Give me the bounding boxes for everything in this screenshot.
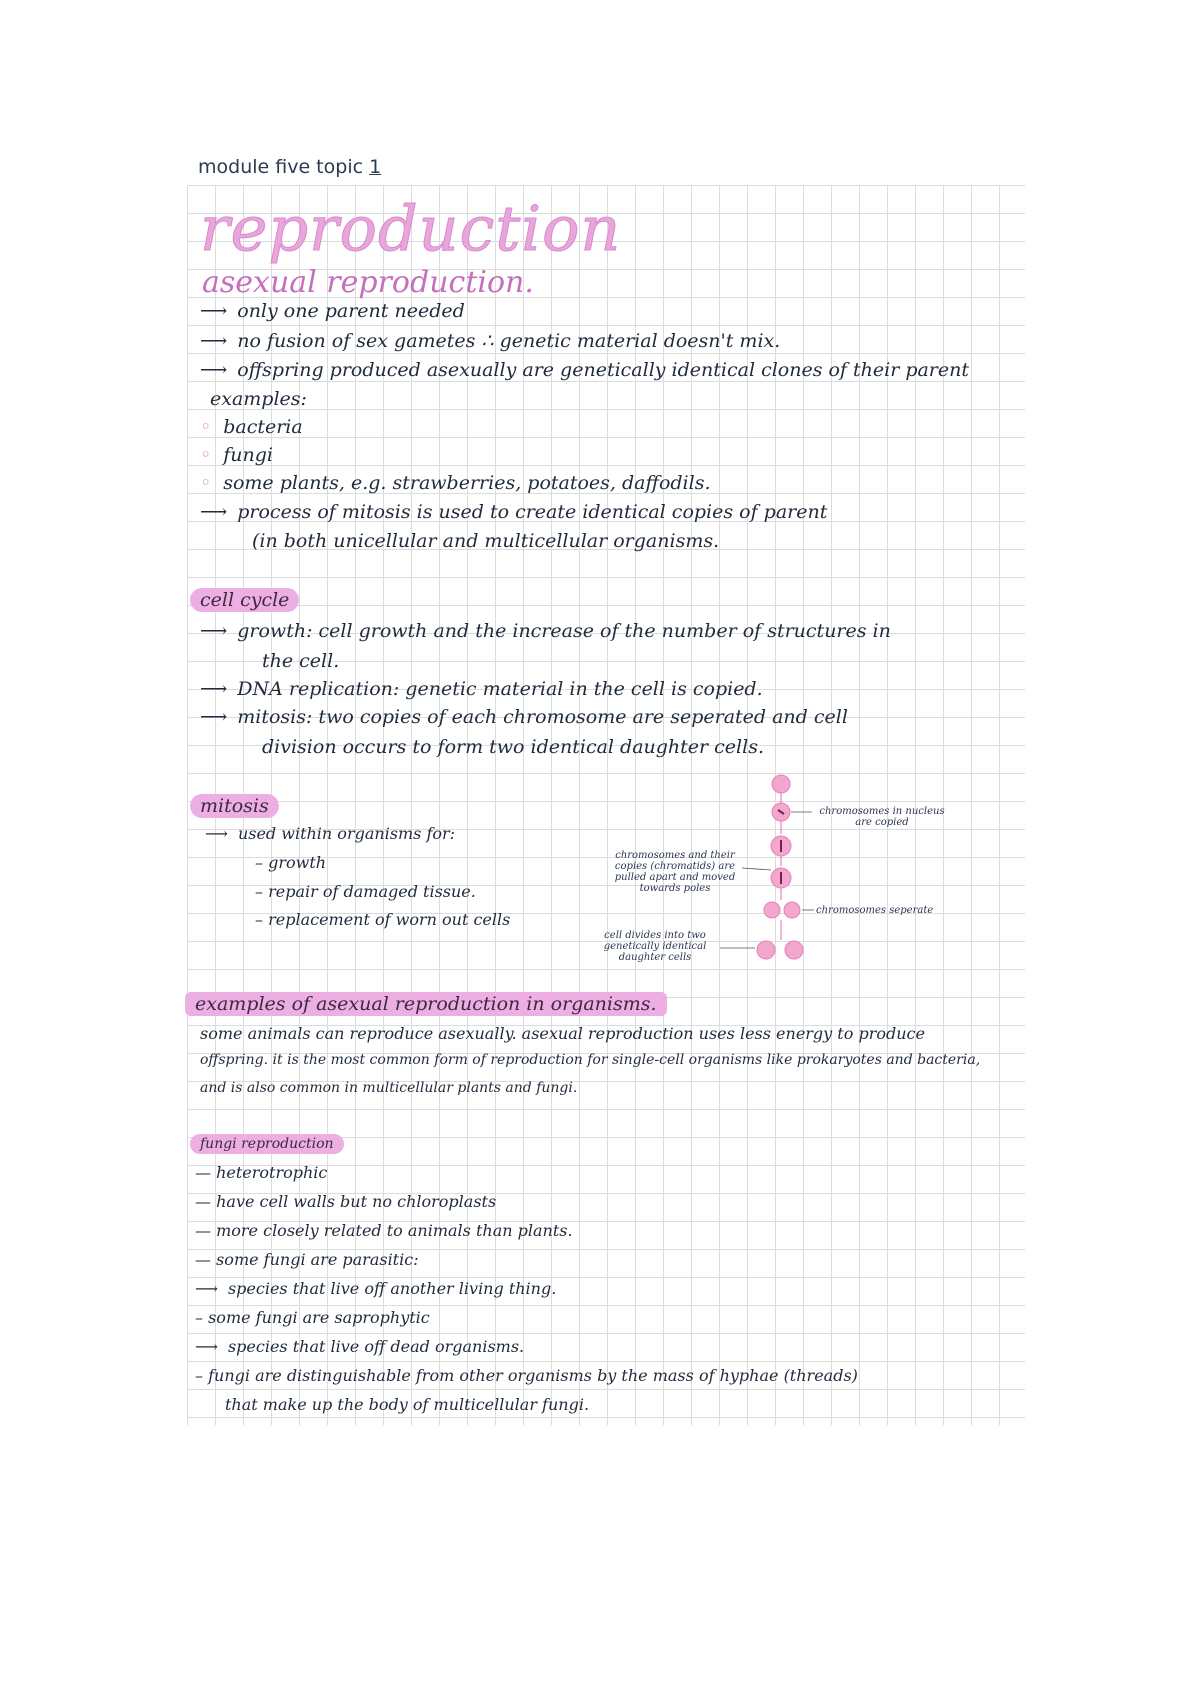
arrow-icon: ⟶ xyxy=(200,300,228,322)
mitosis-heading: mitosis xyxy=(190,794,279,818)
fungi-item-cont: that make up the body of multicellular fungi. xyxy=(225,1395,590,1414)
label-divides: cell divides into two genetically identical daughter cells xyxy=(603,930,707,963)
fungi-item: — some fungi are parasitic: xyxy=(195,1250,419,1269)
examples-line: and is also common in multicellular plants and fungi. xyxy=(200,1080,578,1096)
arrow-icon: ⟶ xyxy=(200,501,228,523)
fungi-item: ⟶ species that live off dead organisms. xyxy=(195,1337,525,1356)
fungi-item: ⟶ species that live off another living thing. xyxy=(195,1279,557,1298)
arrow-icon: ⟶ xyxy=(195,1337,218,1356)
label-copied: chromosomes in nucleus are copied xyxy=(819,806,945,828)
cell-cycle-mitosis: ⟶ mitosis: two copies of each chromosome are seperated and cell xyxy=(200,706,848,728)
examples-line: some animals can reproduce asexually. asexual reproduction uses less energy to produce xyxy=(200,1024,925,1043)
asexual-point-2: ⟶ no fusion of sex gametes ∴ genetic material doesn't mix. xyxy=(200,330,781,352)
page-title: reproduction xyxy=(200,192,622,265)
asexual-point-1: ⟶ only one parent needed xyxy=(200,300,465,322)
label-pulled: chromosomes and their copies (chromatids) are pulled apart and moved towards poles xyxy=(614,850,736,894)
fungi-heading: fungi reproduction xyxy=(190,1134,344,1154)
cell-cycle-growth-cont: the cell. xyxy=(262,650,340,672)
cell-cycle-mitosis-cont: division occurs to form two identical daughter cells. xyxy=(262,736,764,758)
cell-stage-5a xyxy=(764,902,780,918)
bullet-icon: ◦ xyxy=(200,472,212,494)
bullet-icon: ◦ xyxy=(200,444,212,466)
fungi-item: – fungi are distinguishable from other organisms by the mass of hyphae (threads) xyxy=(195,1366,858,1385)
examples-heading: examples of asexual reproduction in organisms. xyxy=(185,992,667,1016)
fungi-item: – some fungi are saprophytic xyxy=(195,1308,430,1327)
cell-cycle-heading: cell cycle xyxy=(190,588,299,612)
examples-line: offspring. it is the most common form of reproduction for single-cell organisms like prokaryotes and bacteria, xyxy=(200,1052,981,1068)
arrow-icon: ⟶ xyxy=(200,678,228,700)
cell-cycle-dna: ⟶ DNA replication: genetic material in the cell is copied. xyxy=(200,678,763,700)
examples-label: examples: xyxy=(210,388,307,410)
cell-cycle-growth: ⟶ growth: cell growth and the increase of the number of structures in xyxy=(200,620,891,642)
example-item: ◦ some plants, e.g. strawberries, potatoes, daffodils. xyxy=(200,472,711,494)
fungi-item: — heterotrophic xyxy=(195,1163,328,1182)
arrow-icon: ⟶ xyxy=(205,824,228,843)
mitosis-use: – growth xyxy=(255,853,327,872)
arrow-icon: ⟶ xyxy=(195,1279,218,1298)
asexual-point-3: ⟶ offspring produced asexually are genetically identical clones of their parent xyxy=(200,359,970,381)
mitosis-note: ⟶ process of mitosis is used to create identical copies of parent xyxy=(200,501,828,523)
example-item: ◦ bacteria xyxy=(200,416,303,438)
mitosis-use: – replacement of worn out cells xyxy=(255,910,511,929)
mitosis-use: – repair of damaged tissue. xyxy=(255,882,476,901)
example-item: ◦ fungi xyxy=(200,444,273,466)
daughter-cell-b xyxy=(785,941,803,959)
cell-stage-5b xyxy=(784,902,800,918)
arrow-icon: ⟶ xyxy=(200,706,228,728)
mitosis-diagram xyxy=(580,770,1000,980)
cell-stage-1 xyxy=(772,775,790,793)
fungi-item: — more closely related to animals than plants. xyxy=(195,1221,573,1240)
arrow-icon: ⟶ xyxy=(200,620,228,642)
daughter-cell-a xyxy=(757,941,775,959)
arrow-icon: ⟶ xyxy=(200,359,228,381)
mitosis-note-cont: (in both unicellular and multicellular organisms. xyxy=(252,530,720,552)
arrow-icon: ⟶ xyxy=(200,330,228,352)
fungi-item: — have cell walls but no chloroplasts xyxy=(195,1192,497,1211)
mitosis-intro: ⟶ used within organisms for: xyxy=(205,824,456,843)
bullet-icon: ◦ xyxy=(200,416,212,438)
asexual-heading: asexual reproduction. xyxy=(202,265,534,300)
module-label: module five topic 1 xyxy=(198,156,382,178)
label-separate: chromosomes seperate xyxy=(816,905,934,916)
